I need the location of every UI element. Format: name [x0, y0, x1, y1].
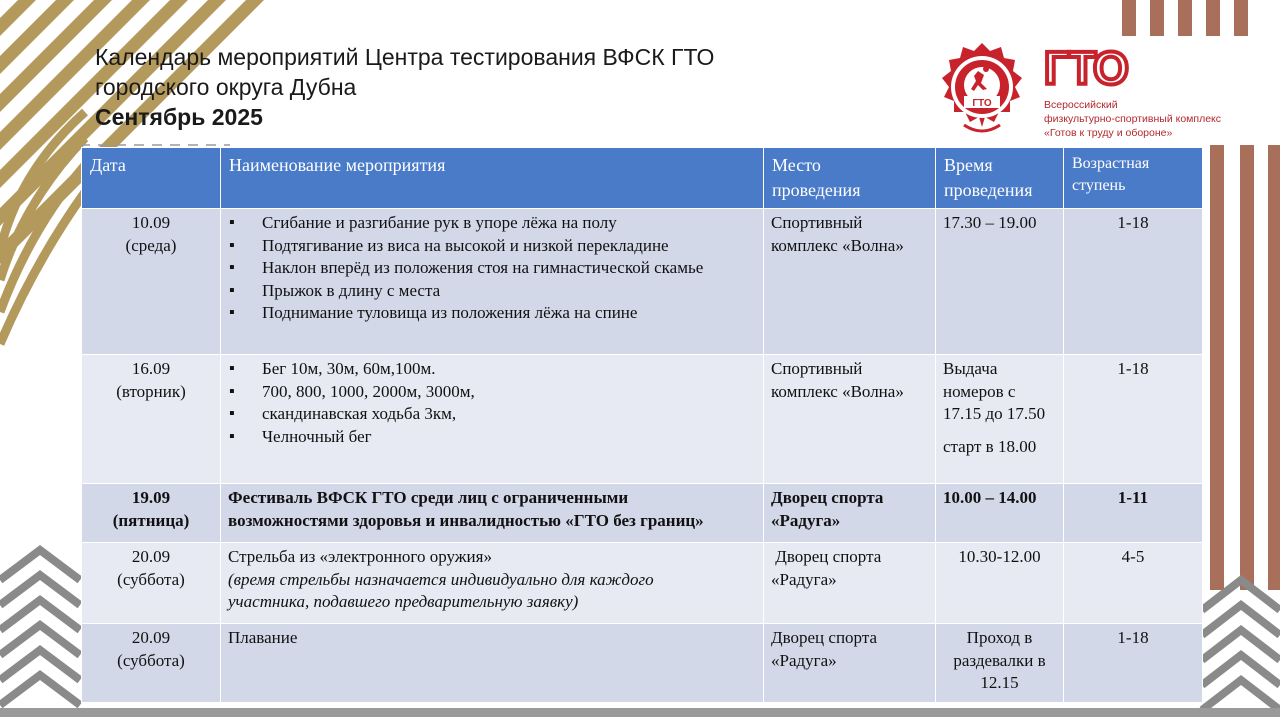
title-line-1: Календарь мероприятий Центра тестирования ВФСК ГТО	[95, 44, 715, 70]
header-date: Дата	[82, 148, 221, 209]
cell-date: 20.09 (суббота)	[82, 624, 221, 703]
cell-place: Дворец спорта «Радуга»	[764, 543, 936, 624]
list-item: ▪ Поднимание туловища из положения лёжа на спине	[228, 302, 756, 325]
cell-event: Стрельба из «электронного оружия» (время стрельбы назначается индивидуально для каждого участника, подавшего предварительную заявку)	[221, 543, 764, 624]
cell-place: Спортивный комплекс «Волна»	[764, 355, 936, 484]
list-item: ▪ Наклон вперёд из положения стоя на гимнастической скамье	[228, 257, 756, 280]
table-header-row	[82, 148, 1203, 209]
gto-emblem-icon	[934, 41, 1030, 139]
bottom-strip	[0, 708, 1280, 717]
svg-text:ГТО: ГТО	[1044, 42, 1127, 94]
cell-place: Дворец спорта «Радуга»	[764, 624, 936, 703]
cell-date: 16.09 (вторник)	[82, 355, 221, 484]
gto-desc-line-2: физкультурно-спортивный комплекс	[1044, 113, 1222, 125]
cell-time: 10.30-12.00	[936, 543, 1064, 624]
cell-age: 4-5	[1064, 543, 1203, 624]
header-name: Наименование мероприятия	[221, 148, 764, 209]
list-item: ▪ Бег 10м, 30м, 60м,100м.	[228, 358, 756, 381]
cell-event	[221, 355, 764, 484]
header-place: Место проведения	[764, 148, 936, 209]
cell-age: 1-18	[1064, 355, 1203, 484]
cell-date: 10.09 (среда)	[82, 209, 221, 355]
list-item: ▪ 700, 800, 1000, 2000м, 3000м,	[228, 381, 756, 404]
svg-text:ГТО: ГТО	[972, 98, 992, 109]
cell-age: 1-11	[1064, 484, 1203, 543]
list-item: ▪ Подтягивание из виса на высокой и низкой перекладине	[228, 235, 756, 258]
table-row	[82, 543, 1203, 624]
cell-time: 17.30 – 19.00	[936, 209, 1064, 355]
page-title	[95, 42, 714, 132]
gray-chevrons-right	[1202, 580, 1280, 710]
list-item: ▪ Прыжок в длину с места	[228, 280, 756, 303]
header-age: Возрастная ступень	[1064, 148, 1203, 209]
cell-time: Проход в раздевалки в 12.15	[936, 624, 1064, 703]
cell-age: 1-18	[1064, 624, 1203, 703]
list-item: ▪ скандинавская ходьба 3км,	[228, 403, 756, 426]
month-heading: Сентябрь 2025	[95, 104, 263, 130]
schedule-table	[81, 147, 1203, 703]
cell-date: 20.09 (суббота)	[82, 543, 221, 624]
cell-age: 1-18	[1064, 209, 1203, 355]
gto-description	[1044, 98, 1221, 140]
cell-place: Дворец спорта «Радуга»	[764, 484, 936, 543]
cell-place: Спортивный комплекс «Волна»	[764, 209, 936, 355]
header-time: Время проведения	[936, 148, 1064, 209]
table-row	[82, 624, 1203, 703]
gto-desc-line-1: Всероссийский	[1044, 99, 1118, 111]
gto-wordmark	[1044, 42, 1127, 94]
table-row	[82, 355, 1203, 484]
cell-event: Фестиваль ВФСК ГТО среди лиц с ограниченными возможностями здоровья и инвалидностью «ГТО без границ»	[221, 484, 764, 543]
table-row	[82, 209, 1203, 355]
gold-arcs-left	[0, 112, 85, 344]
gray-chevrons-left	[0, 550, 80, 705]
list-item: ▪ Сгибание и разгибание рук в упоре лёжа на полу	[228, 212, 756, 235]
cell-time: 10.00 – 14.00	[936, 484, 1064, 543]
cell-date: 19.09 (пятница)	[82, 484, 221, 543]
gto-desc-line-3: «Готов к труду и обороне»	[1044, 127, 1173, 139]
cell-event	[221, 209, 764, 355]
list-item: ▪ Челночный бег	[228, 426, 756, 449]
cell-time: Выдача номеров с 17.15 до 17.50 старт в 18.00	[936, 355, 1064, 484]
title-line-2: городского округа Дубна	[95, 74, 357, 100]
table-row	[82, 484, 1203, 543]
cell-event: Плавание	[221, 624, 764, 703]
